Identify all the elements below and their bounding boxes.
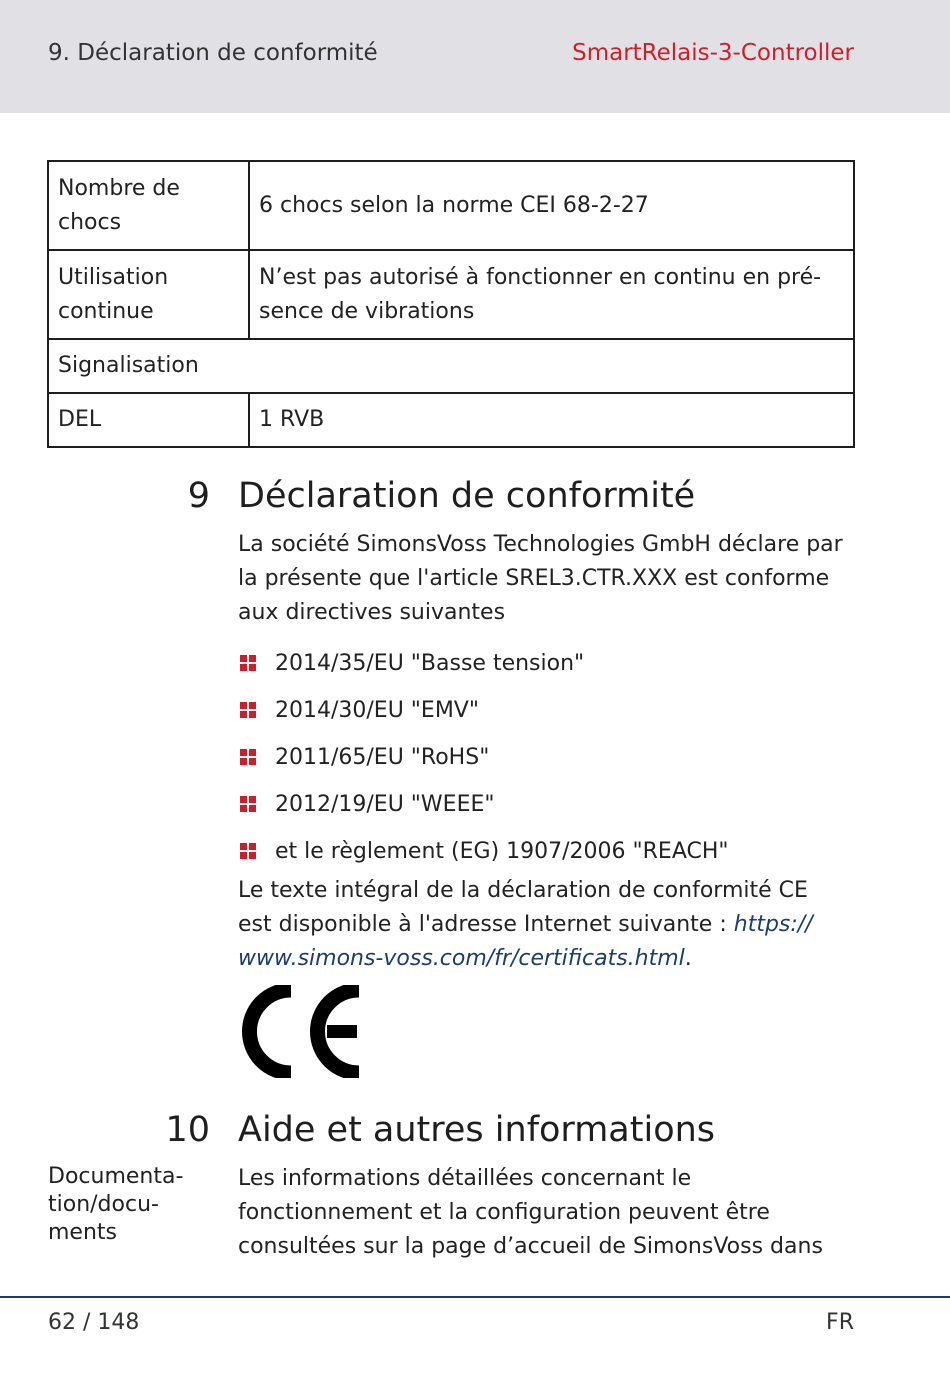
declaration-text — [238, 874, 848, 976]
bullet-icon — [240, 702, 257, 719]
list-item — [240, 734, 729, 781]
table-cell-label: Nombre de chocs — [48, 161, 249, 250]
table-row — [48, 250, 854, 339]
list-item — [240, 687, 729, 734]
margin-note: Documenta-tion/docu-ments — [48, 1164, 184, 1245]
table-cell-value: 6 chocs selon la norme CEI 68-2-27 — [249, 161, 854, 250]
directive-text: 2014/30/EU "EMV" — [275, 698, 479, 723]
directive-text: 2012/19/EU "WEEE" — [275, 792, 495, 817]
table-row — [48, 393, 854, 447]
language-code: FR — [826, 1310, 854, 1335]
specs-table — [47, 160, 855, 448]
directive-text: 2011/65/EU "RoHS" — [275, 745, 490, 770]
header-section-title: 9. Déclaration de conformité — [48, 40, 378, 66]
table-cell-label: DEL — [48, 393, 249, 447]
list-item — [240, 640, 729, 687]
table-cell-value: 1 RVB — [249, 393, 854, 447]
table-cell-value: N’est pas autorisé à fonctionner en continu en pré-sence de vibrations — [249, 250, 854, 339]
section-9-intro: La société SimonsVoss Technologies GmbH déclare par la présente que l'article SREL3.CTR.XXX est conforme aux directives suivantes — [238, 532, 843, 625]
declaration-text-suffix: . — [684, 946, 692, 971]
header-product-name: SmartRelais-3-Controller — [572, 40, 854, 66]
bullet-icon — [240, 655, 257, 672]
table-row — [48, 339, 854, 393]
section-9-number: 9 — [187, 476, 210, 516]
certificates-link[interactable]: https:// www.simons-voss.com/fr/certificats.html — [238, 912, 813, 971]
declaration-text-prefix: Le texte intégral de la déclaration de conformité CE est disponible à l'adresse Internet suivante : — [238, 878, 808, 937]
bullet-icon — [240, 843, 257, 860]
footer-divider — [0, 1296, 950, 1298]
section-9-title: Déclaration de conformité — [238, 476, 696, 516]
bullet-icon — [240, 796, 257, 813]
section-10-number: 10 — [165, 1110, 210, 1150]
ce-mark-icon — [237, 985, 367, 1078]
directive-text: 2014/35/EU "Basse tension" — [275, 651, 585, 676]
page-number: 62 / 148 — [48, 1310, 140, 1335]
table-row — [48, 161, 854, 250]
directive-text: et le règlement (EG) 1907/2006 "REACH" — [275, 839, 729, 864]
table-cell-label: Utilisation continue — [48, 250, 249, 339]
directives-list — [240, 640, 729, 875]
list-item — [240, 828, 729, 875]
bullet-icon — [240, 749, 257, 766]
section-10-title: Aide et autres informations — [238, 1110, 716, 1150]
list-item — [240, 781, 729, 828]
page-header — [0, 0, 950, 113]
section-10-text: Les informations détaillées concernant le fonctionnement et la configuration peuvent être consultées sur la page d’accueil de SimonsVoss dans — [238, 1166, 823, 1259]
table-section-heading: Signalisation — [48, 339, 854, 393]
